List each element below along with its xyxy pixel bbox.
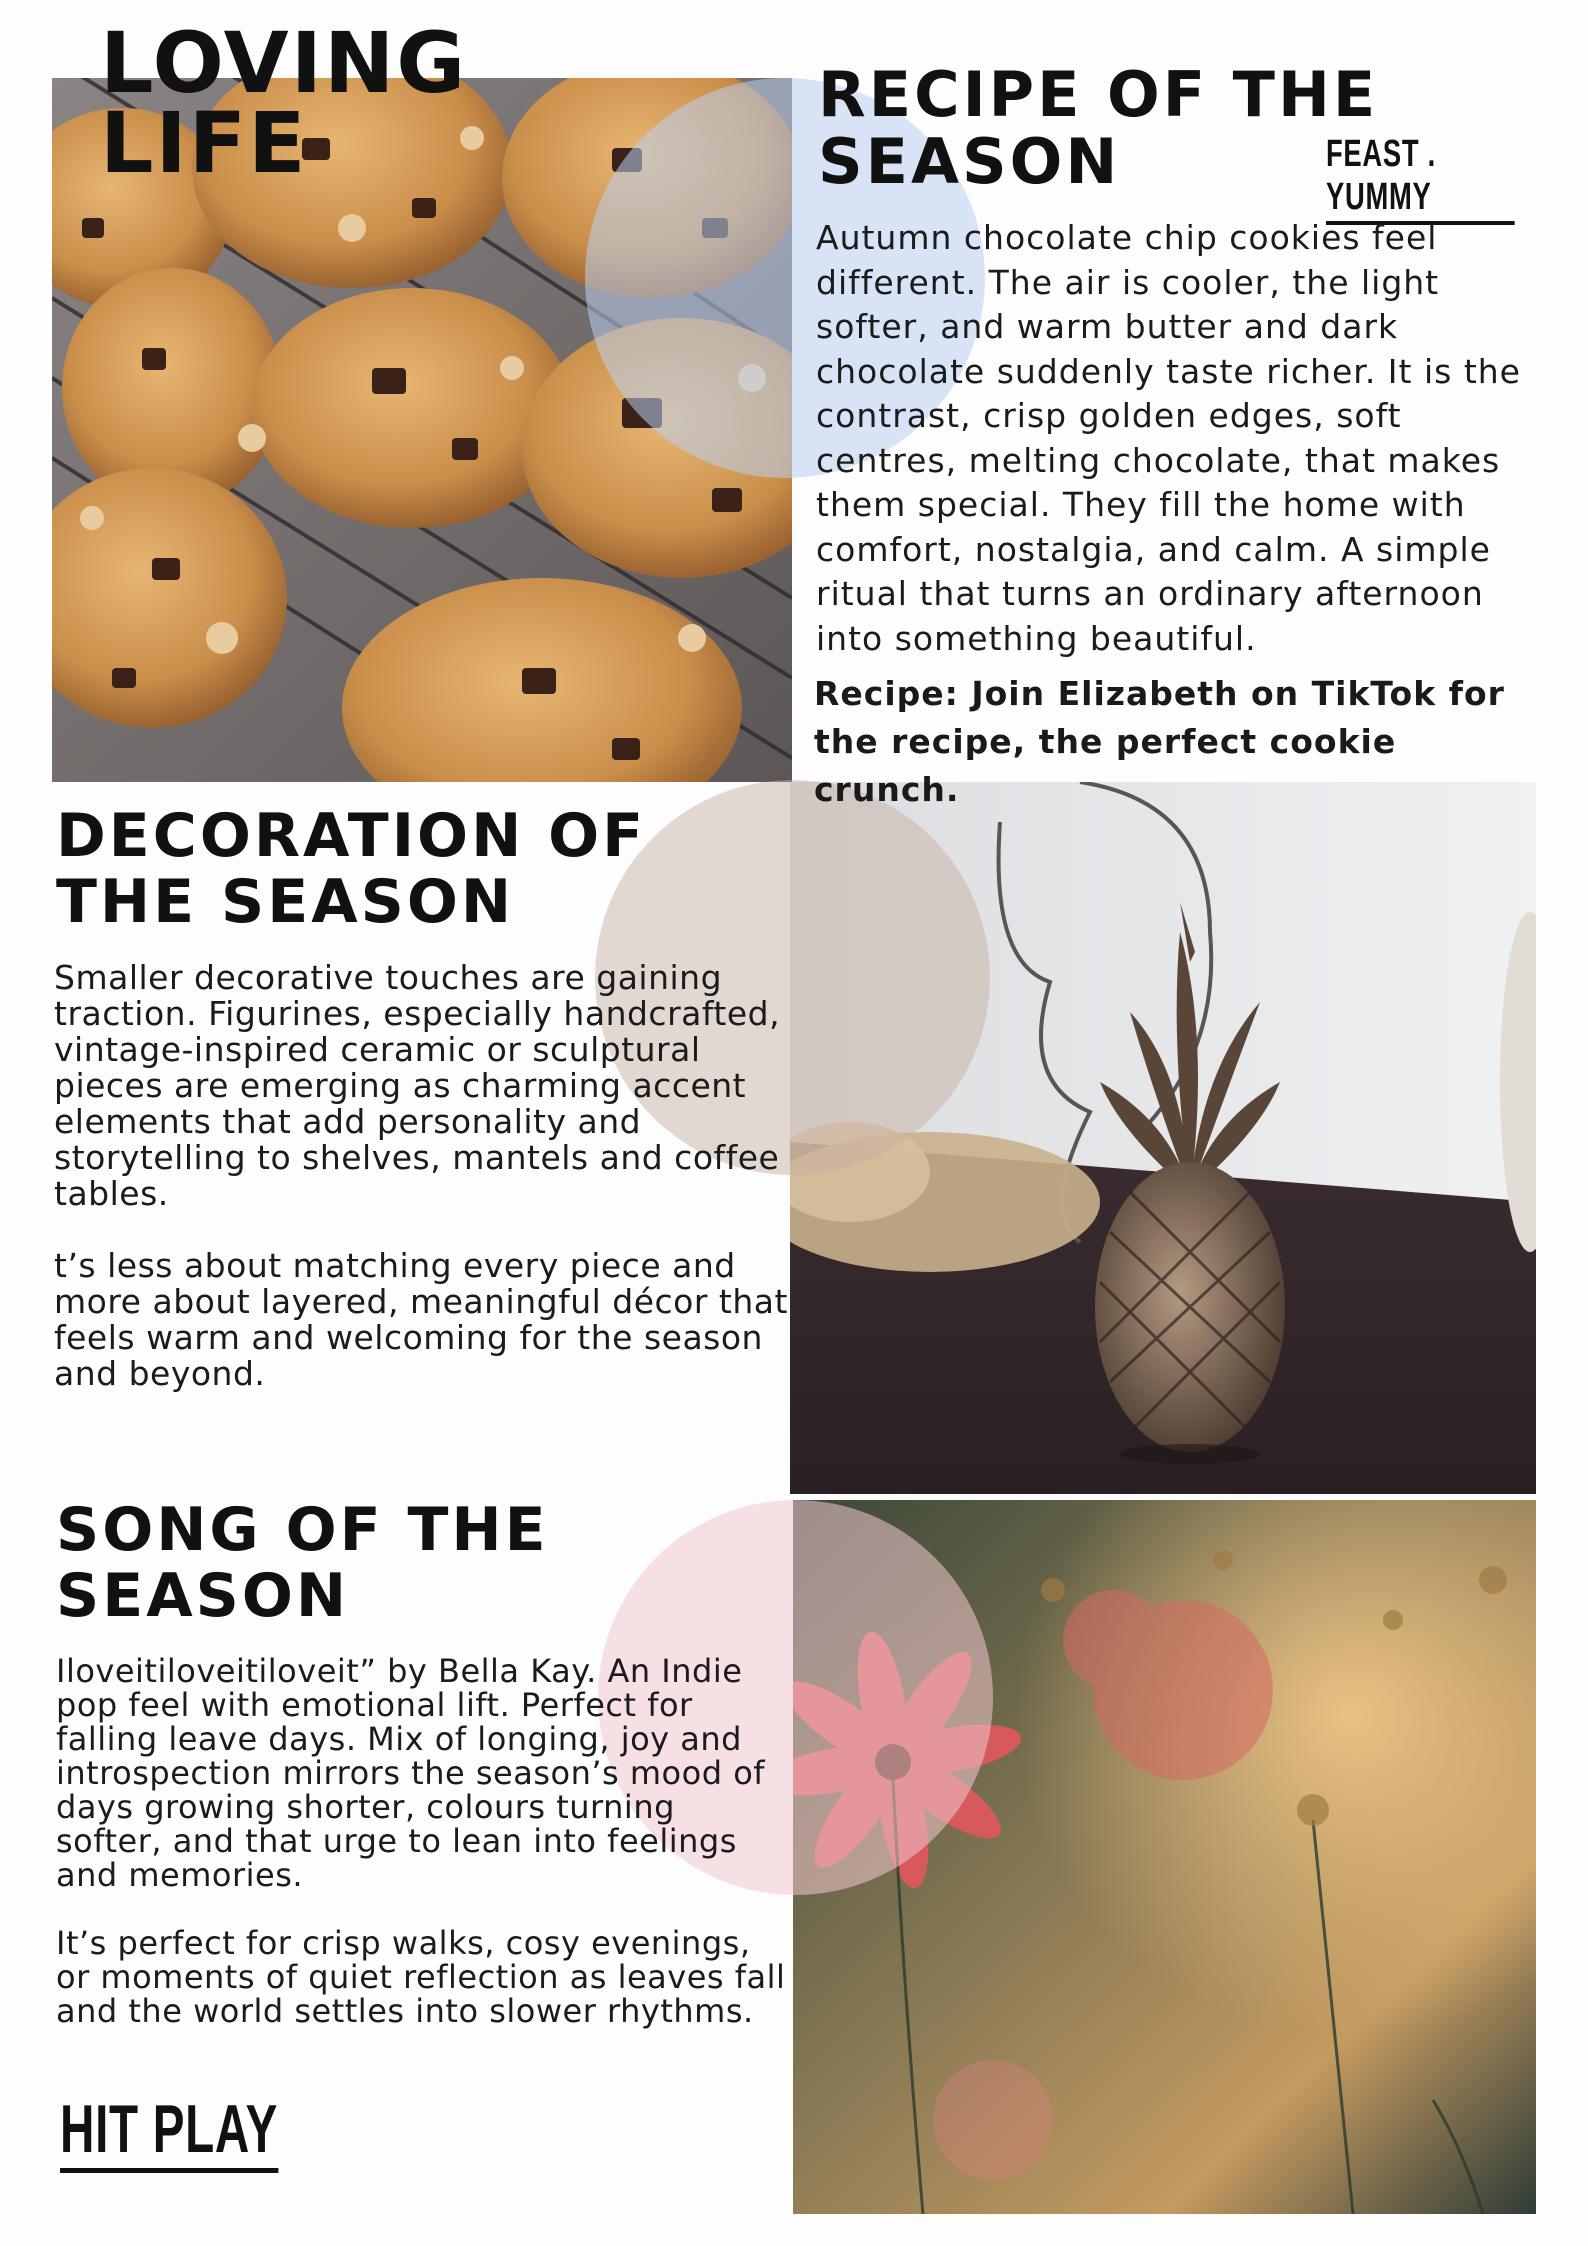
decoration-body [54,960,794,1392]
decoration-title-line2: THE SEASON [56,867,515,937]
decoration-paragraph-2: t’s less about matching every piece and more about layered, meaningful décor that feels warm and welcoming for the season and beyond. [54,1246,788,1393]
recipe-title-line2: SEASON [818,124,1121,198]
recipe-title-line1: RECIPE OF THE [818,58,1379,131]
brand-title-line2: LIFE [100,93,308,192]
song-paragraph-1: Iloveitiloveitiloveit” by Bella Kay. An Indie pop feel with emotional lift. Perfect for falling leave days. Mix of longing, joy and introspection mirrors the season’s mood of days growing shorter, colours turning softer, and that urge to lean into feelings and memories. [56,1652,766,1894]
recipe-section-title [818,58,1379,198]
feast-yummy-link[interactable]: FEAST . YUMMY [1326,133,1515,225]
decoration-paragraph-1: Smaller decorative touches are gaining traction. Figurines, especially handcrafted, vintage-inspired ceramic or sculptural pieces are emerging as charming accent elements that add personality and storytelling to shelves, mantels and coffee tables. [54,958,781,1213]
hit-play-link[interactable]: HIT PLAY [60,2090,278,2173]
song-section-title [56,1497,549,1629]
song-title-line1: SONG OF THE [56,1495,549,1565]
brand-title [100,14,468,192]
song-title-line2: SEASON [56,1561,350,1631]
song-paragraph-2: It’s perfect for crisp walks, cosy evenings, or moments of quiet reflection as leaves fall and the world settles into slower rhythms. [56,1924,786,2030]
decoration-title-line1: DECORATION OF [56,801,647,871]
recipe-body-text: Autumn chocolate chip cookies feel different. The air is cooler, the light softer, and warm butter and dark chocolate suddenly taste richer. It is the contrast, crisp golden edges, soft centres, melting chocolate, that makes them special. They fill the home with comfort, nostalgia, and calm. A simple ritual that turns an ordinary afternoon into something beautiful. [816,218,1521,658]
brand-title-line1: LOVING [100,14,468,112]
recipe-note: Recipe: Join Elizabeth on TikTok for the recipe, the perfect cookie crunch. [814,674,1505,809]
decoration-section-title [56,803,646,935]
song-body [56,1654,786,2028]
